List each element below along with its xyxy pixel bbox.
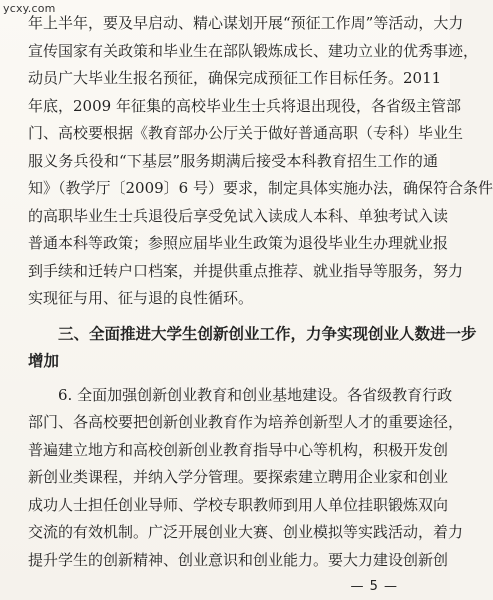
text-line: 交流的有效机制。广泛开展创业大赛、创业模拟等实践活动，着力 bbox=[28, 523, 464, 541]
site-watermark: ycxy.com bbox=[3, 2, 56, 15]
text-line: 服义务兵役和“下基层”服务期满后接受本科教育招生工作的通 bbox=[28, 151, 438, 170]
text-line: 门、高校要根据《教育部办公厅关于做好普通高职（专科）毕业生 bbox=[28, 124, 464, 142]
text-line: 动员广大毕业生报名预征，确保完成预征工作目标任务。2011 bbox=[28, 69, 442, 87]
text-line: 成功人士担任创业导师、学校专职教师到用人单位挂职锻炼双向 bbox=[28, 495, 449, 514]
paragraph-recruitment bbox=[28, 10, 493, 313]
text-line: 到手续和迁转户口档案，并提供重点推荐、就业指导等服务，努力 bbox=[28, 261, 464, 280]
heading-line: 增加 bbox=[28, 352, 60, 370]
text-line: 6. 全面加强创新创业教育和创业基地建设。各省级教育行政 bbox=[58, 385, 453, 404]
text-line: 提升学生的创新精神、创业意识和创业能力。要大力建设创新创 bbox=[28, 550, 449, 569]
text-line: 的高职毕业生士兵退役后享受免试入读成人本科、单独考试入读 bbox=[28, 206, 449, 225]
text-line: 普通本科等政策；参照应届毕业生政策为退役毕业生办理就业报 bbox=[28, 234, 449, 252]
text-line: 宣传国家有关政策和毕业生在部队锻炼成长、建功立业的优秀事迹， bbox=[28, 41, 479, 60]
paragraph-innovation bbox=[28, 382, 464, 575]
text-line: 部门、各高校要把创新创业教育作为培养创新型人才的重要途径， bbox=[28, 413, 464, 431]
section-heading bbox=[28, 321, 477, 376]
document-body bbox=[28, 10, 493, 574]
text-line: 知》（教学厅〔2009〕6 号）要求，制定具体实施办法，确保符合条件 bbox=[28, 179, 493, 197]
text-line: 实现征与用、征与退的良性循环。 bbox=[28, 289, 254, 307]
page-number: — 5 — bbox=[350, 579, 398, 594]
heading-line: 三、全面推进大学生创新创业工作，力争实现创业人数进一步 bbox=[58, 324, 477, 343]
text-line: 年上半年，要及早启动、精心谋划开展“预征工作周”等活动，大力 bbox=[28, 14, 464, 32]
text-line: 普遍建立地方和高校创新创业教育指导中心等机构，积极开发创 bbox=[28, 440, 449, 459]
text-line: 年底，2009 年征集的高校毕业生士兵将退出现役，各省级主管部 bbox=[28, 96, 461, 115]
text-line: 新创业类课程，并纳入学分管理。要探索建立聘用企业家和创业 bbox=[28, 468, 449, 486]
